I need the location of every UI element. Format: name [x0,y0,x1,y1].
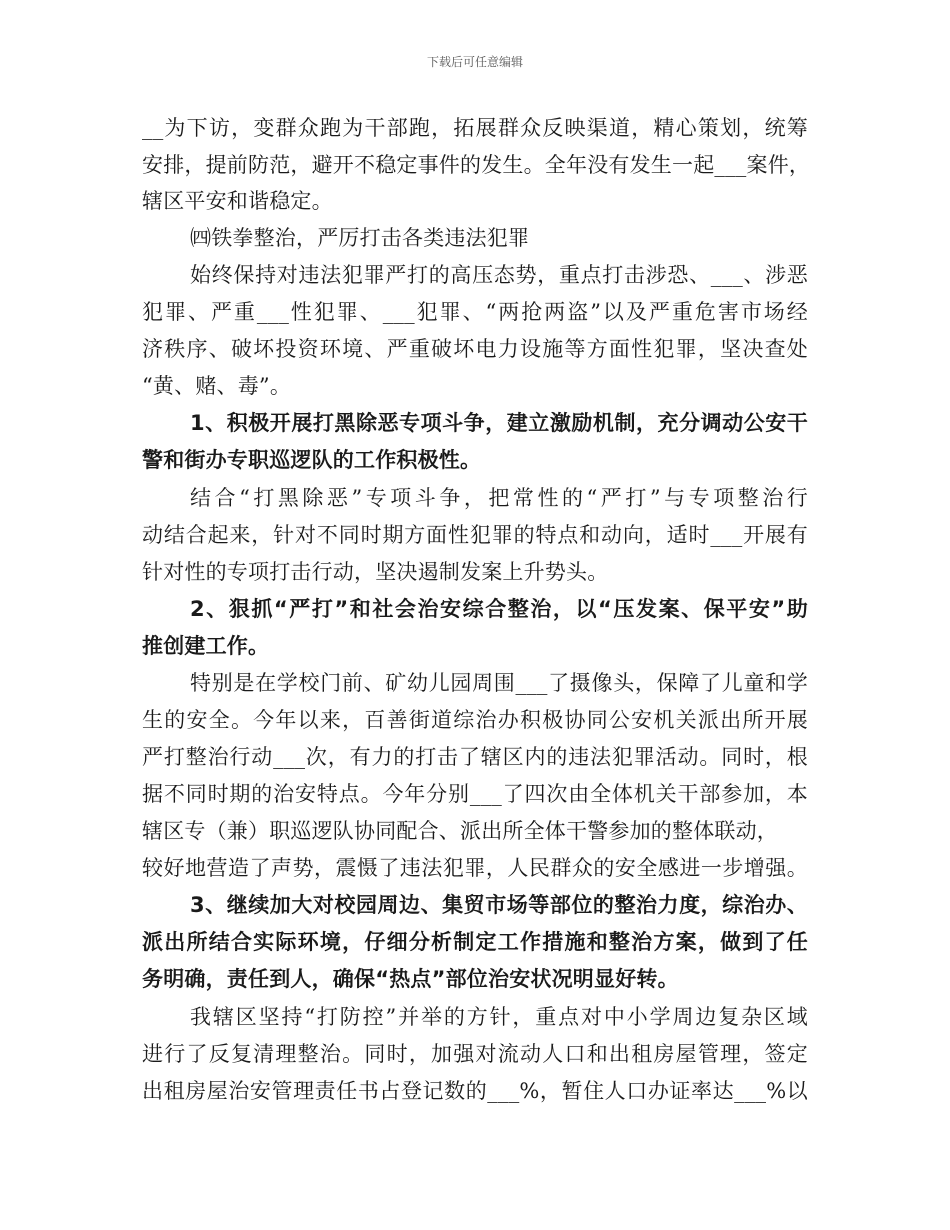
text-line: 较好地营造了声势，震慑了违法犯罪，人民群众的安全感进一步增强。 [142,856,808,880]
text-line: 动结合起来，针对不同时期方面性犯罪的特点和动向，适时___开展有 [142,523,808,547]
bold-heading: 1、积极开展打黑除恶专项斗争，建立激励机制，充分调动公安干 [190,411,808,435]
paragraph-first-line: 始终保持对违法犯罪严打的高压态势，重点打击涉恐、___、涉恶 [190,263,808,287]
text-line: 济秩序、破坏投资环境、严重破坏电力设施等方面性犯罪，坚决查处 [142,337,808,361]
bold-heading: 推创建工作。 [142,634,270,658]
paragraph-first-line: 结合“打黑除恶”专项斗争，把常性的“严打”与专项整治行 [190,486,808,510]
text-line: 严打整治行动___次，有力的打击了辖区内的违法犯罪活动。同时，根 [142,745,808,769]
paragraph-first-line: 我辖区坚持“打防控”并举的方针，重点对中小学周边复杂区域 [190,1005,808,1029]
text-line: 辖区平安和谐稳定。 [142,189,333,213]
text-line: 安排，提前防范，避开不稳定事件的发生。全年没有发生一起___案件， [142,153,811,177]
bold-heading: 警和街办专职巡逻队的工作积极性。 [142,448,482,472]
page-header: 下载后可任意编辑 [426,55,523,69]
bold-heading: 派出所结合实际环境，仔细分析制定工作措施和整治方案，做到了任 [142,930,808,954]
paragraph-first-line: 特别是在学校门前、矿幼儿园周围___了摄像头，保障了儿童和学 [190,671,808,695]
bold-heading: 3、继续加大对校园周边、集贸市场等部位的整治力度，综治办、 [190,893,808,917]
text-line: 犯罪、严重___性犯罪、___犯罪、“两抢两盗”以及严重危害市场经 [142,300,808,324]
text-line: 辖区专（兼）职巡逻队协同配合、派出所全体干警参加的整体联动， [142,819,778,843]
section-heading: ㈣铁拳整治，严厉打击各类违法犯罪 [190,226,530,250]
bold-heading: 务明确，责任到人，确保“热点”部位治安状况明显好转。 [142,967,679,991]
text-line: 生的安全。今年以来，百善街道综治办积极协同公安机关派出所开展 [142,708,808,732]
text-line: 出租房屋治安管理责任书占登记数的___%，暂住人口办证率达___%以 [142,1079,808,1103]
text-line: 针对性的专项打击行动，坚决遏制发案上升势头。 [142,560,609,584]
text-line: “黄、赌、毒”。 [142,374,292,398]
text-line: __为下访，变群众跑为干部跑，拓展群众反映渠道，精心策划，统筹 [142,116,808,140]
text-line: 进行了反复清理整治。同时，加强对流动人口和出租房屋管理，签定 [142,1042,808,1066]
bold-heading: 2、狠抓“严打”和社会治安综合整治，以“压发案、保平安”助 [190,597,808,621]
text-line: 据不同时期的治安特点。今年分别___了四次由全体机关干部参加，本 [142,782,808,806]
